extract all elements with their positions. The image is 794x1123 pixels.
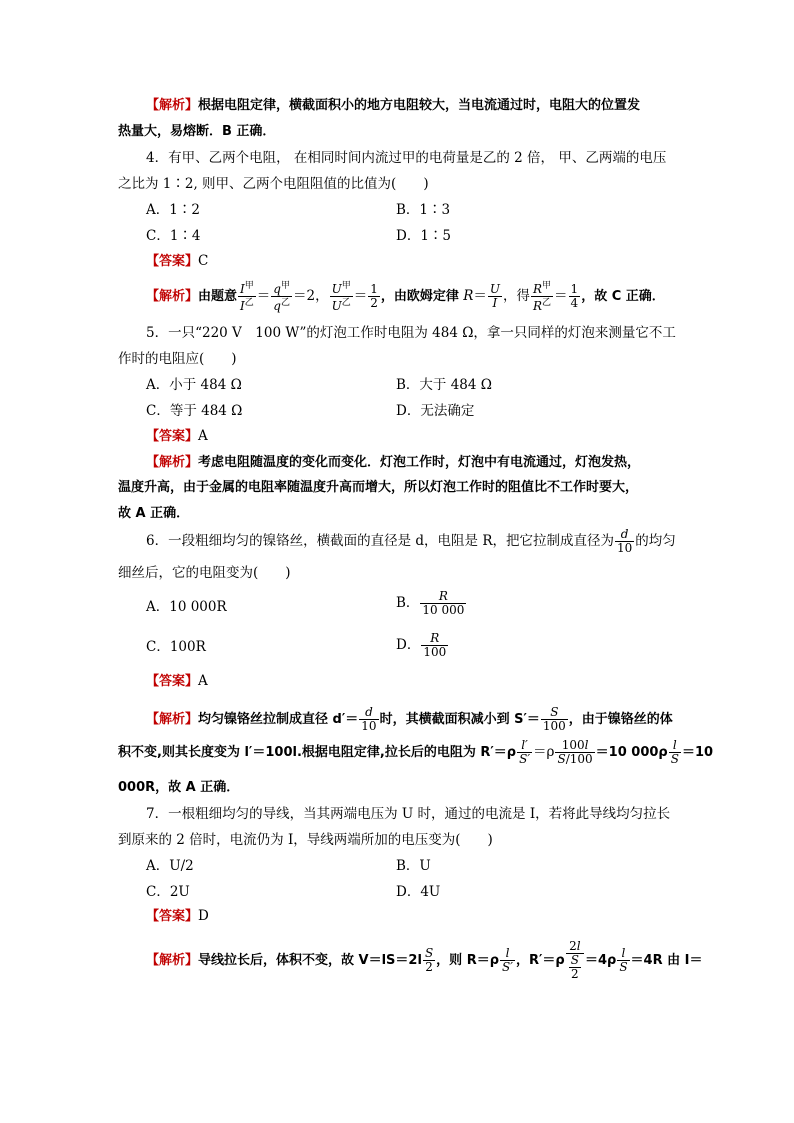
q5-option-a: A．小于 484 Ω <box>146 377 242 393</box>
q7-option-d: D．4U <box>396 884 441 900</box>
q6-option-c: C．100R <box>146 639 206 655</box>
q7-explanation: 【解析】导线拉长后，体积不变，故 V＝lS＝2l $\frac{S}{2}$ ，则 R＝ρ $\frac{l}{S'}$ ，R′＝ρ $\frac{2l}{\frac{S}{2}}$ ＝4ρ $\frac{l}{S}$ ＝4R 由 I＝ <box>146 939 703 981</box>
q4-option-d: D．1∶5 <box>396 228 452 244</box>
prev-analysis-line-1: 【解析】根据电阻定律，横截面积小的地方电阻较大，当电流通过时，电阻大的位置发 <box>146 98 641 113</box>
q5-stem-line-2: 作时的电阻应( ) <box>118 351 237 367</box>
q5-stem-line-1: 5．一只“220 V 100 W”的灯泡工作时电阻为 484 Ω，拿一只同样的灯泡来测量它不工 <box>146 325 676 341</box>
q5-explanation-line-3: 故 A 正确． <box>118 506 190 521</box>
q6-stem-line-2: 细丝后，它的电阻变为( ) <box>118 565 291 581</box>
q5-option-d: D．无法确定 <box>396 403 475 419</box>
q4-frac-u: $\frac{U^甲}{U^乙}$ <box>331 281 351 313</box>
q4-option-a: A．1∶2 <box>146 202 200 218</box>
q7-option-c: C．2U <box>146 884 190 900</box>
q7-stem-line-2: 到原来的 2 倍时，电流仍为 I，导线两端所加的电压变为( ) <box>118 832 493 848</box>
q4-stem-line-2: 之比为 1∶2, 则甲、乙两个电阻阻值的比值为( ) <box>118 176 429 192</box>
q4-frac-i: $\frac{I^甲}{I^乙}$ <box>240 281 254 313</box>
q4-option-c: C．1∶4 <box>146 228 201 244</box>
prev-analysis-line-2: 热量大，易熔断．B 正确． <box>118 124 276 139</box>
q5-explanation-line-1: 【解析】考虑电阻随温度的变化而变化．灯泡工作时，灯泡中有电流通过，灯泡发热， <box>146 455 641 470</box>
q6-stem-line-1: 6．一段粗细均匀的镍铬丝，横截面的直径是 d，电阻是 R，把它拉制成直径为 $\frac{d}{10}$ 的均匀 <box>146 527 676 555</box>
q7-option-b: B．U <box>396 858 431 874</box>
q4-explanation: 【解析】由题意 $\frac{I^甲}{I^乙}$ ＝ $\frac{q^甲}{q^乙}$ ＝2， $\frac{U^甲}{U^乙}$ ＝ $\frac{1}{2}$ ，由欧姆定律 R＝ $\frac{U}{I}$ ，得 $\frac{R^甲}{R^乙}$ ＝ $\frac{1}{4}$ ，故 C 正确． <box>146 281 665 313</box>
q5-answer: 【答案】A <box>146 428 208 444</box>
q5-option-b: B．大于 484 Ω <box>396 377 492 393</box>
q4-frac-r: $\frac{R^甲}{R^乙}$ <box>532 281 552 313</box>
q4-frac-q: $\frac{q^甲}{q^乙}$ <box>273 281 290 313</box>
q7-stem-line-1: 7．一根粗细均匀的导线，当其两端电压为 U 时，通过的电流是 I，若将此导线均匀拉长 <box>146 806 671 822</box>
q6-option-a: A．10 000R <box>146 599 227 615</box>
analysis-tag: 【解析】 <box>146 98 199 113</box>
q4-answer: 【答案】C <box>146 253 209 269</box>
q5-explanation-line-2: 温度升高，由于金属的电阻率随温度升高而增大，所以灯泡工作时的阻值比不工作时要大， <box>118 480 639 495</box>
q4-option-b: B．1∶3 <box>396 202 451 218</box>
q6-answer: 【答案】A <box>146 673 208 689</box>
q6-option-d: D． $\frac{R}{100}$ <box>396 631 447 659</box>
q6-explanation-line-1: 【解析】均匀镍铬丝拉制成直径 d′＝ $\frac{d}{10}$ 时，其横截面积减小到 S′＝ $\frac{S}{100}$ ，由于镍铬丝的体 <box>146 705 673 733</box>
q6-explanation-line-3: 000R，故 A 正确． <box>118 780 240 795</box>
q7-option-a: A．U/2 <box>146 858 194 874</box>
q6-option-b: B． $\frac{R}{10 000}$ <box>396 589 465 617</box>
q7-answer: 【答案】D <box>146 908 209 924</box>
q6-explanation-line-2: 积不变,则其长度变为 l′＝100l.根据电阻定律,拉长后的电阻为 R′＝ρ $\frac{l'}{S'}$ ＝ρ $\frac{100l}{S/100}$ ＝10 000ρ $\frac{l}{S}$ ＝10 <box>118 738 714 766</box>
q4-stem-line-1: 4．有甲、乙两个电阻， 在相同时间内流过甲的电荷量是乙的 2 倍， 甲、乙两端的电压 <box>146 150 667 166</box>
q5-option-c: C．等于 484 Ω <box>146 403 243 419</box>
